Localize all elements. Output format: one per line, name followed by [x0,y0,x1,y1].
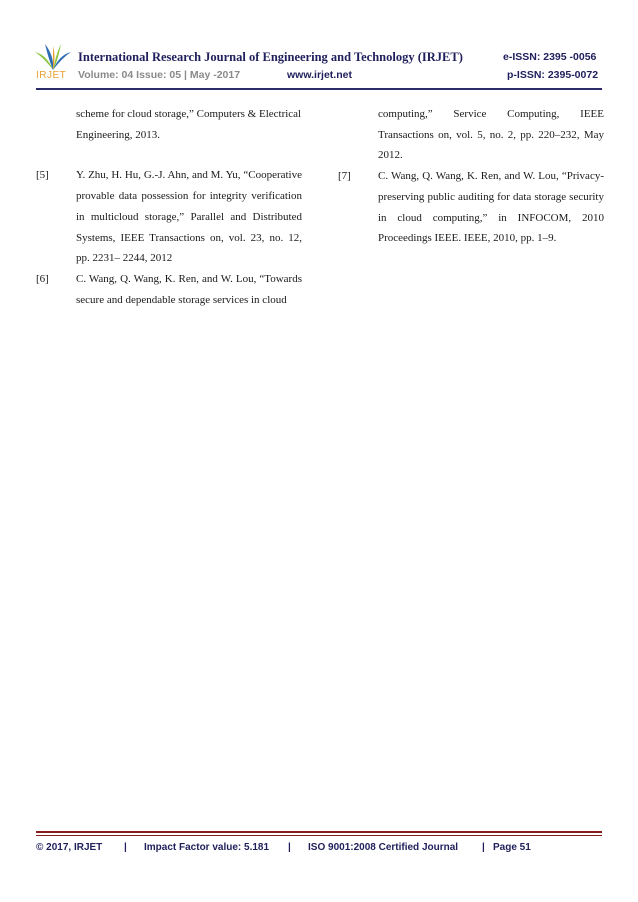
iso-certification: ISO 9001:2008 Certified Journal [308,842,459,853]
page-number: Page 51 [493,842,531,853]
footer-rule-thin [36,835,602,836]
irjet-logo [33,44,73,90]
reference-6 [36,269,302,310]
footer-separator: | [124,842,127,853]
reference-continuation [338,104,604,166]
left-column [36,104,302,310]
copyright: © 2017, IRJET [36,842,103,853]
page-header [0,0,638,100]
footer-separator: | [288,842,291,853]
reference-continuation [36,104,302,145]
eissn: e-ISSN: 2395 -0056 [503,51,597,63]
impact-factor: Impact Factor value: 5.181 [144,842,270,853]
reference-text: C. Wang, Q. Wang, K. Ren, and W. Lou, “Towards secure and dependable storage services in cloud [76,272,302,306]
reference-7 [338,166,604,249]
reference-number: [6] [36,272,49,285]
reference-number: [7] [338,170,351,183]
spacer [36,145,302,165]
reference-number: [5] [36,169,49,182]
pissn: p-ISSN: 2395-0072 [507,69,599,81]
right-column [338,104,604,249]
logo-wordmark: IRJET [36,70,67,81]
reference-text: Y. Zhu, H. Hu, G.-J. Ahn, and M. Yu, “Cooperative provable data possession for integrity verification in multicloud storage,” Parallel and Distributed Systems, IEEE Transactions on, vol. 23, no. 12, pp. 2231– 2244, 2012 [76,169,302,265]
reference-text: C. Wang, Q. Wang, K. Ren, and W. Lou, “Privacy-preserving public auditing for data storage security in cloud computing,” in INFOCOM, 2010 Proceedings IEEE. IEEE, 2010, pp. 1–9. [378,170,604,245]
volume-issue: Volume: 04 Issue: 05 | May -2017 [78,69,241,81]
journal-title: International Research Journal of Engineering and Technology (IRJET) [78,50,463,64]
website-link[interactable]: www.irjet.net [287,69,352,81]
reference-text: computing,” Service Computing, IEEE Transactions on, vol. 5, no. 2, pp. 220–232, May 2012. [378,108,604,162]
reference-text: scheme for cloud storage,” Computers & Electrical Engineering, 2013. [76,108,302,141]
reference-5 [36,165,302,269]
footer-rule [36,831,602,833]
footer-separator: | [482,842,485,853]
header-rule [36,88,602,90]
